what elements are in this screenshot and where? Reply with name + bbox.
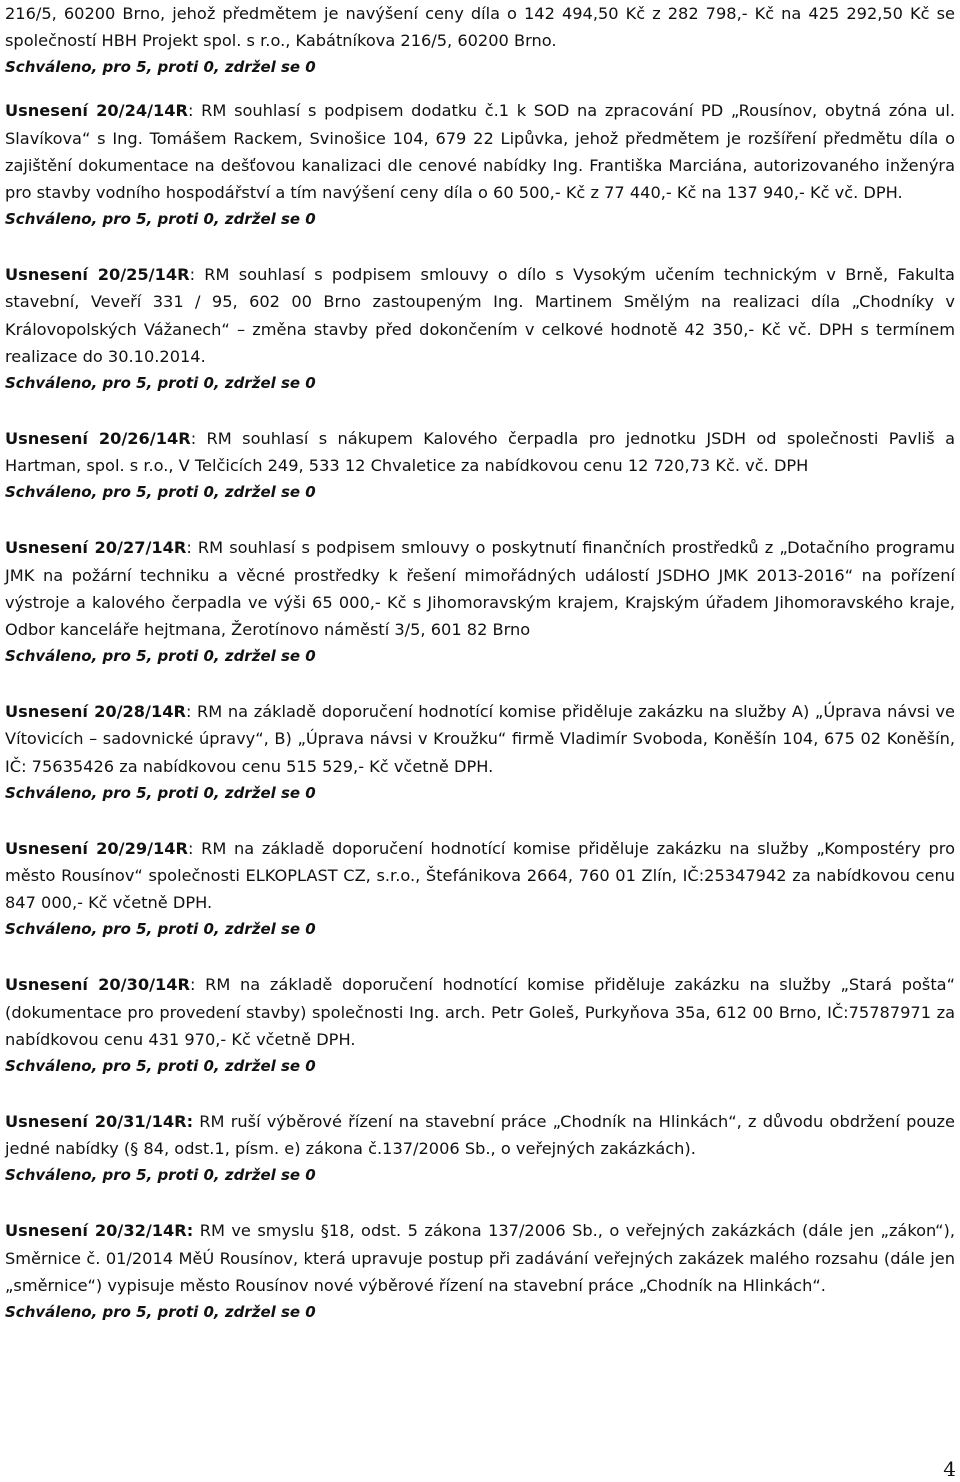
resolution-text: : RM na základě doporučení hodnotící komise přiděluje zakázku na služby A) „Úprava návsi ve Vítovicích – sadovnické úpravy“, B) „Úprava návsi v Kroužku“ firmě Vladimír Svoboda, Koněšín 104, 675 02 Koněšín, IČ: 75635426 za nabídkovou cenu 515 529,- Kč včetně DPH. <box>5 702 955 776</box>
resolution-block <box>5 534 955 669</box>
approval-line: Schváleno, pro 5, proti 0, zdržel se 0 <box>5 1303 316 1322</box>
resolution-paragraph <box>5 97 955 206</box>
resolution-block <box>5 425 955 505</box>
resolution-paragraph <box>5 425 955 479</box>
resolution-paragraph <box>5 261 955 370</box>
approval-line: Schváleno, pro 5, proti 0, zdržel se 0 <box>5 1057 316 1076</box>
resolution-paragraph <box>5 1217 955 1299</box>
approval-line: Schváleno, pro 5, proti 0, zdržel se 0 <box>5 783 316 802</box>
resolution-title: Usnesení 20/28/14R <box>5 702 186 722</box>
resolution-text: RM ve smyslu §18, odst. 5 zákona 137/2006 Sb., o veřejných zakázkách (dále jen „zákon“), Směrnice č. 01/2014 MěÚ Rousínov, která upravuje postup při zadávání veřejných zakázek malého rozsahu (dále jen „směrnice“) vypisuje město Rousínov nové výběrové řízení na stavební práce „Chodník na Hlinkách“. <box>5 1221 955 1295</box>
resolution-text: : RM souhlasí s podpisem smlouvy o dílo s Vysokým učením technickým v Brně, Fakulta stavební, Veveří 331 / 95, 602 00 Brno zastoupeným Ing. Martinem Smělým na realizaci díla „Chodníky v Královopolských Vážanech“ – změna stavby před dokončením v celkové hodnotě 42 350,- Kč vč. DPH s termínem realizace do 30.10.2014. <box>5 265 955 366</box>
approval-line: Schváleno, pro 5, proti 0, zdržel se 0 <box>5 920 316 939</box>
approval-line: Schváleno, pro 5, proti 0, zdržel se 0 <box>5 374 316 393</box>
resolution-title: Usnesení 20/24/14R <box>5 101 189 121</box>
resolution-block <box>5 698 955 806</box>
approval-line: Schváleno, pro 5, proti 0, zdržel se 0 <box>5 647 316 666</box>
resolution-block <box>5 971 955 1079</box>
approval-line: Schváleno, pro 5, proti 0, zdržel se 0 <box>5 58 316 77</box>
approval-line: Schváleno, pro 5, proti 0, zdržel se 0 <box>5 1166 316 1185</box>
resolution-paragraph <box>5 835 955 917</box>
approval-line: Schváleno, pro 5, proti 0, zdržel se 0 <box>5 210 316 229</box>
resolution-paragraph <box>5 971 955 1053</box>
intro-paragraph <box>5 0 955 54</box>
resolution-text: : RM souhlasí s podpisem dodatku č.1 k SOD na zpracování PD „Rousínov, obytná zóna ul. Slavíkova“ s Ing. Tomášem Rackem, Svinošice 104, 679 22 Lipůvka, jehož předmětem je rozšíření předmětu díla o zajištění dokumentace na dešťovou kanalizaci dle cenové nabídky Ing. Františka Marciána, autorizovaného inženýra pro stavby vodního hospodářství a tím navýšení ceny díla o 60 500,- Kč z 77 440,- Kč na 137 940,- Kč vč. DPH. <box>5 101 955 203</box>
intro-text: 216/5, 60200 Brno, jehož předmětem je navýšení ceny díla o 142 494,50 Kč z 282 798,- Kč na 425 292,50 Kč se společností HBH Projekt spol. s r.o., Kabátníkova 216/5, 60200 Brno. <box>5 4 955 51</box>
resolution-block <box>5 1108 955 1188</box>
resolution-paragraph <box>5 534 955 643</box>
resolution-title: Usnesení 20/27/14R <box>5 538 187 558</box>
page-number: 4 <box>943 1457 956 1481</box>
resolution-block <box>5 261 955 396</box>
resolution-title: Usnesení 20/26/14R <box>5 429 191 449</box>
approval-line: Schváleno, pro 5, proti 0, zdržel se 0 <box>5 483 316 502</box>
resolution-block <box>5 97 955 232</box>
resolution-title: Usnesení 20/31/14R: <box>5 1112 194 1132</box>
resolution-paragraph <box>5 698 955 780</box>
resolution-text: : RM na základě doporučení hodnotící komise přiděluje zakázku na služby „Stará pošta“ (dokumentace pro provedení stavby) společnosti Ing. arch. Petr Goleš, Purkyňova 35a, 612 00 Brno, IČ:75787971 za nabídkovou cenu 431 970,- Kč včetně DPH. <box>5 975 955 1049</box>
resolution-text: : RM souhlasí s podpisem smlouvy o poskytnutí finančních prostředků z „Dotačního programu JMK na požární techniku a věcné prostředky k řešení mimořádných událostí JSDHO JMK 2013-2016“ na pořízení výstroje a kalového čerpadla ve výši 65 000,- Kč s Jihomoravským krajem, Krajským úřadem Jihomoravského kraje, Odbor kanceláře hejtmana, Žerotínovo náměstí 3/5, 601 82 Brno <box>5 538 956 640</box>
resolution-title: Usnesení 20/32/14R: <box>5 1221 194 1241</box>
resolution-title: Usnesení 20/25/14R <box>5 265 190 285</box>
resolution-block <box>5 835 955 943</box>
resolution-paragraph <box>5 1108 955 1162</box>
resolution-text: : RM na základě doporučení hodnotící komise přiděluje zakázku na služby „Kompostéry pro město Rousínov“ společnosti ELKOPLAST CZ, s.r.o., Štefánikova 2664, 760 01 Zlín, IČ:25347942 za nabídkovou cenu 847 000,- Kč včetně DPH. <box>5 838 955 913</box>
resolution-text: : RM souhlasí s nákupem Kalového čerpadla pro jednotku JSDH od společnosti Pavliš a Hartman, spol. s r.o., V Telčicích 249, 533 12 Chvaletice za nabídkovou cenu 12 720,73 Kč. vč. DPH <box>5 429 955 476</box>
resolution-title: Usnesení 20/29/14R <box>5 838 188 858</box>
resolution-title: Usnesení 20/30/14R <box>5 975 191 995</box>
resolution-block <box>5 1217 955 1325</box>
resolution-text: RM ruší výběrové řízení na stavební práce „Chodník na Hlinkách“, z důvodu obdržení pouze jedné nabídky (§ 84, odst.1, písm. e) zákona č.137/2006 Sb., o veřejných zakázkách). <box>5 1112 956 1159</box>
